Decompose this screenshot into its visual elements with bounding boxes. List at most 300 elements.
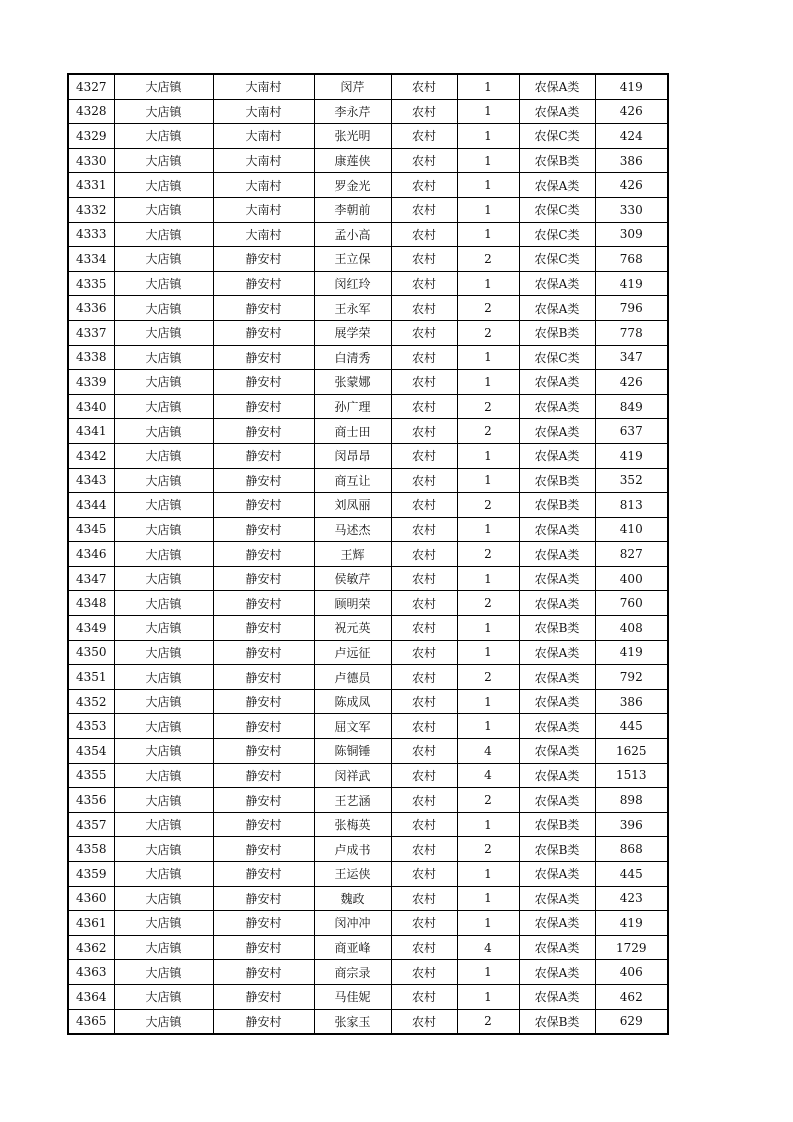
household-type-cell: 农村 xyxy=(391,222,457,247)
table-row xyxy=(68,640,668,665)
person-name-cell: 商宗录 xyxy=(314,960,391,985)
row-number-cell: 4359 xyxy=(68,862,114,887)
village-cell: 静安村 xyxy=(213,640,314,665)
table-row xyxy=(68,222,668,247)
member-count-cell: 2 xyxy=(457,542,519,567)
household-type-cell: 农村 xyxy=(391,173,457,198)
table-row xyxy=(68,911,668,936)
row-number-cell: 4347 xyxy=(68,566,114,591)
insurance-category-cell: 农保A类 xyxy=(519,419,595,444)
town-cell: 大店镇 xyxy=(114,517,213,542)
table-row xyxy=(68,124,668,149)
member-count-cell: 2 xyxy=(457,394,519,419)
insurance-category-cell: 农保A类 xyxy=(519,640,595,665)
member-count-cell: 1 xyxy=(457,862,519,887)
village-cell: 静安村 xyxy=(213,862,314,887)
town-cell: 大店镇 xyxy=(114,640,213,665)
person-name-cell: 王永军 xyxy=(314,296,391,321)
row-number-cell: 4327 xyxy=(68,74,114,99)
village-cell: 静安村 xyxy=(213,443,314,468)
row-number-cell: 4356 xyxy=(68,788,114,813)
person-name-cell: 马述杰 xyxy=(314,517,391,542)
insurance-category-cell: 农保B类 xyxy=(519,148,595,173)
town-cell: 大店镇 xyxy=(114,665,213,690)
amount-cell: 637 xyxy=(595,419,668,444)
row-number-cell: 4343 xyxy=(68,468,114,493)
town-cell: 大店镇 xyxy=(114,689,213,714)
row-number-cell: 4350 xyxy=(68,640,114,665)
table-row xyxy=(68,837,668,862)
village-cell: 静安村 xyxy=(213,1009,314,1034)
table-row xyxy=(68,542,668,567)
town-cell: 大店镇 xyxy=(114,394,213,419)
insurance-category-cell: 农保C类 xyxy=(519,222,595,247)
row-number-cell: 4336 xyxy=(68,296,114,321)
amount-cell: 445 xyxy=(595,714,668,739)
person-name-cell: 李朝前 xyxy=(314,197,391,222)
member-count-cell: 1 xyxy=(457,148,519,173)
household-type-cell: 农村 xyxy=(391,296,457,321)
row-number-cell: 4334 xyxy=(68,247,114,272)
village-cell: 静安村 xyxy=(213,517,314,542)
row-number-cell: 4354 xyxy=(68,739,114,764)
household-type-cell: 农村 xyxy=(391,886,457,911)
table-row xyxy=(68,296,668,321)
town-cell: 大店镇 xyxy=(114,911,213,936)
member-count-cell: 1 xyxy=(457,812,519,837)
town-cell: 大店镇 xyxy=(114,1009,213,1034)
household-type-cell: 农村 xyxy=(391,739,457,764)
insurance-category-cell: 农保A类 xyxy=(519,370,595,395)
member-count-cell: 4 xyxy=(457,763,519,788)
town-cell: 大店镇 xyxy=(114,271,213,296)
member-count-cell: 1 xyxy=(457,173,519,198)
person-name-cell: 李永芹 xyxy=(314,99,391,124)
town-cell: 大店镇 xyxy=(114,320,213,345)
row-number-cell: 4358 xyxy=(68,837,114,862)
insurance-category-cell: 农保B类 xyxy=(519,812,595,837)
row-number-cell: 4362 xyxy=(68,935,114,960)
person-name-cell: 卢远征 xyxy=(314,640,391,665)
table-row xyxy=(68,665,668,690)
village-cell: 大南村 xyxy=(213,222,314,247)
insurance-category-cell: 农保B类 xyxy=(519,493,595,518)
insurance-category-cell: 农保A类 xyxy=(519,714,595,739)
amount-cell: 410 xyxy=(595,517,668,542)
row-number-cell: 4357 xyxy=(68,812,114,837)
member-count-cell: 1 xyxy=(457,370,519,395)
member-count-cell: 1 xyxy=(457,616,519,641)
town-cell: 大店镇 xyxy=(114,739,213,764)
person-name-cell: 王运侠 xyxy=(314,862,391,887)
table-row xyxy=(68,566,668,591)
town-cell: 大店镇 xyxy=(114,935,213,960)
member-count-cell: 1 xyxy=(457,566,519,591)
table-row xyxy=(68,763,668,788)
person-name-cell: 闵祥武 xyxy=(314,763,391,788)
amount-cell: 760 xyxy=(595,591,668,616)
insurance-category-cell: 农保A类 xyxy=(519,591,595,616)
person-name-cell: 刘凤丽 xyxy=(314,493,391,518)
household-type-cell: 农村 xyxy=(391,271,457,296)
village-cell: 静安村 xyxy=(213,493,314,518)
village-cell: 静安村 xyxy=(213,320,314,345)
amount-cell: 1625 xyxy=(595,739,668,764)
amount-cell: 796 xyxy=(595,296,668,321)
row-number-cell: 4355 xyxy=(68,763,114,788)
insurance-category-cell: 农保A类 xyxy=(519,394,595,419)
insurance-category-cell: 农保C类 xyxy=(519,197,595,222)
member-count-cell: 4 xyxy=(457,739,519,764)
amount-cell: 868 xyxy=(595,837,668,862)
village-cell: 静安村 xyxy=(213,837,314,862)
amount-cell: 419 xyxy=(595,640,668,665)
table-row xyxy=(68,862,668,887)
member-count-cell: 1 xyxy=(457,271,519,296)
household-type-cell: 农村 xyxy=(391,370,457,395)
table-row xyxy=(68,148,668,173)
amount-cell: 396 xyxy=(595,812,668,837)
household-type-cell: 农村 xyxy=(391,419,457,444)
amount-cell: 792 xyxy=(595,665,668,690)
person-name-cell: 罗金光 xyxy=(314,173,391,198)
person-name-cell: 马佳妮 xyxy=(314,984,391,1009)
member-count-cell: 2 xyxy=(457,493,519,518)
table-row xyxy=(68,443,668,468)
member-count-cell: 1 xyxy=(457,99,519,124)
amount-cell: 629 xyxy=(595,1009,668,1034)
row-number-cell: 4348 xyxy=(68,591,114,616)
row-number-cell: 4333 xyxy=(68,222,114,247)
village-cell: 静安村 xyxy=(213,419,314,444)
member-count-cell: 4 xyxy=(457,935,519,960)
household-type-cell: 农村 xyxy=(391,812,457,837)
town-cell: 大店镇 xyxy=(114,197,213,222)
town-cell: 大店镇 xyxy=(114,763,213,788)
person-name-cell: 祝元英 xyxy=(314,616,391,641)
household-type-cell: 农村 xyxy=(391,247,457,272)
household-type-cell: 农村 xyxy=(391,493,457,518)
household-type-cell: 农村 xyxy=(391,763,457,788)
town-cell: 大店镇 xyxy=(114,124,213,149)
household-type-cell: 农村 xyxy=(391,320,457,345)
village-cell: 静安村 xyxy=(213,960,314,985)
table-row xyxy=(68,788,668,813)
table-row xyxy=(68,1009,668,1034)
town-cell: 大店镇 xyxy=(114,862,213,887)
household-type-cell: 农村 xyxy=(391,1009,457,1034)
member-count-cell: 1 xyxy=(457,74,519,99)
person-name-cell: 商士田 xyxy=(314,419,391,444)
amount-cell: 386 xyxy=(595,689,668,714)
insurance-category-cell: 农保A类 xyxy=(519,566,595,591)
row-number-cell: 4351 xyxy=(68,665,114,690)
insurance-category-cell: 农保A类 xyxy=(519,689,595,714)
member-count-cell: 1 xyxy=(457,911,519,936)
row-number-cell: 4337 xyxy=(68,320,114,345)
person-name-cell: 魏政 xyxy=(314,886,391,911)
town-cell: 大店镇 xyxy=(114,345,213,370)
row-number-cell: 4339 xyxy=(68,370,114,395)
table-row xyxy=(68,173,668,198)
table-row xyxy=(68,812,668,837)
table-row xyxy=(68,739,668,764)
amount-cell: 849 xyxy=(595,394,668,419)
insurance-category-cell: 农保B类 xyxy=(519,1009,595,1034)
insurance-category-cell: 农保A类 xyxy=(519,960,595,985)
household-type-cell: 农村 xyxy=(391,616,457,641)
member-count-cell: 2 xyxy=(457,296,519,321)
amount-cell: 898 xyxy=(595,788,668,813)
table-row xyxy=(68,419,668,444)
town-cell: 大店镇 xyxy=(114,222,213,247)
town-cell: 大店镇 xyxy=(114,247,213,272)
table-row xyxy=(68,493,668,518)
insurance-category-cell: 农保A类 xyxy=(519,935,595,960)
village-cell: 静安村 xyxy=(213,911,314,936)
table-row xyxy=(68,247,668,272)
insurance-category-cell: 农保A类 xyxy=(519,886,595,911)
insurance-category-cell: 农保A类 xyxy=(519,517,595,542)
person-name-cell: 卢成书 xyxy=(314,837,391,862)
person-name-cell: 陈铜锤 xyxy=(314,739,391,764)
table-body xyxy=(68,74,668,1034)
village-cell: 大南村 xyxy=(213,124,314,149)
household-type-cell: 农村 xyxy=(391,443,457,468)
insurance-category-cell: 农保A类 xyxy=(519,862,595,887)
row-number-cell: 4352 xyxy=(68,689,114,714)
insurance-category-cell: 农保A类 xyxy=(519,665,595,690)
village-cell: 静安村 xyxy=(213,935,314,960)
row-number-cell: 4329 xyxy=(68,124,114,149)
household-type-cell: 农村 xyxy=(391,640,457,665)
household-type-cell: 农村 xyxy=(391,862,457,887)
data-table xyxy=(67,73,669,1035)
town-cell: 大店镇 xyxy=(114,714,213,739)
person-name-cell: 卢德员 xyxy=(314,665,391,690)
insurance-category-cell: 农保A类 xyxy=(519,271,595,296)
table-row xyxy=(68,394,668,419)
row-number-cell: 4364 xyxy=(68,984,114,1009)
person-name-cell: 张蒙娜 xyxy=(314,370,391,395)
town-cell: 大店镇 xyxy=(114,443,213,468)
member-count-cell: 1 xyxy=(457,222,519,247)
member-count-cell: 1 xyxy=(457,984,519,1009)
town-cell: 大店镇 xyxy=(114,984,213,1009)
amount-cell: 445 xyxy=(595,862,668,887)
amount-cell: 352 xyxy=(595,468,668,493)
village-cell: 静安村 xyxy=(213,394,314,419)
row-number-cell: 4338 xyxy=(68,345,114,370)
amount-cell: 347 xyxy=(595,345,668,370)
village-cell: 静安村 xyxy=(213,370,314,395)
household-type-cell: 农村 xyxy=(391,394,457,419)
village-cell: 静安村 xyxy=(213,689,314,714)
member-count-cell: 2 xyxy=(457,419,519,444)
village-cell: 静安村 xyxy=(213,665,314,690)
village-cell: 静安村 xyxy=(213,468,314,493)
town-cell: 大店镇 xyxy=(114,419,213,444)
member-count-cell: 1 xyxy=(457,517,519,542)
person-name-cell: 孙广理 xyxy=(314,394,391,419)
insurance-category-cell: 农保B类 xyxy=(519,616,595,641)
village-cell: 大南村 xyxy=(213,173,314,198)
household-type-cell: 农村 xyxy=(391,935,457,960)
row-number-cell: 4361 xyxy=(68,911,114,936)
table-row xyxy=(68,616,668,641)
row-number-cell: 4363 xyxy=(68,960,114,985)
insurance-category-cell: 农保A类 xyxy=(519,74,595,99)
village-cell: 大南村 xyxy=(213,74,314,99)
town-cell: 大店镇 xyxy=(114,616,213,641)
table-row xyxy=(68,689,668,714)
town-cell: 大店镇 xyxy=(114,788,213,813)
person-name-cell: 张光明 xyxy=(314,124,391,149)
person-name-cell: 屈文军 xyxy=(314,714,391,739)
insurance-category-cell: 农保B类 xyxy=(519,468,595,493)
row-number-cell: 4344 xyxy=(68,493,114,518)
table-row xyxy=(68,714,668,739)
town-cell: 大店镇 xyxy=(114,148,213,173)
person-name-cell: 商互让 xyxy=(314,468,391,493)
town-cell: 大店镇 xyxy=(114,812,213,837)
village-cell: 大南村 xyxy=(213,197,314,222)
household-type-cell: 农村 xyxy=(391,99,457,124)
table-row xyxy=(68,197,668,222)
village-cell: 静安村 xyxy=(213,345,314,370)
amount-cell: 426 xyxy=(595,99,668,124)
amount-cell: 309 xyxy=(595,222,668,247)
table-row xyxy=(68,517,668,542)
town-cell: 大店镇 xyxy=(114,837,213,862)
member-count-cell: 1 xyxy=(457,886,519,911)
row-number-cell: 4331 xyxy=(68,173,114,198)
amount-cell: 1513 xyxy=(595,763,668,788)
table-row xyxy=(68,99,668,124)
insurance-category-cell: 农保A类 xyxy=(519,296,595,321)
row-number-cell: 4335 xyxy=(68,271,114,296)
village-cell: 静安村 xyxy=(213,739,314,764)
town-cell: 大店镇 xyxy=(114,173,213,198)
table-row xyxy=(68,74,668,99)
village-cell: 静安村 xyxy=(213,812,314,837)
town-cell: 大店镇 xyxy=(114,296,213,321)
town-cell: 大店镇 xyxy=(114,370,213,395)
person-name-cell: 张梅英 xyxy=(314,812,391,837)
row-number-cell: 4360 xyxy=(68,886,114,911)
amount-cell: 778 xyxy=(595,320,668,345)
amount-cell: 419 xyxy=(595,443,668,468)
person-name-cell: 王立保 xyxy=(314,247,391,272)
village-cell: 静安村 xyxy=(213,788,314,813)
member-count-cell: 2 xyxy=(457,837,519,862)
town-cell: 大店镇 xyxy=(114,493,213,518)
amount-cell: 419 xyxy=(595,271,668,296)
person-name-cell: 白清秀 xyxy=(314,345,391,370)
insurance-category-cell: 农保A类 xyxy=(519,542,595,567)
table-row xyxy=(68,271,668,296)
table-row xyxy=(68,591,668,616)
village-cell: 静安村 xyxy=(213,616,314,641)
village-cell: 静安村 xyxy=(213,247,314,272)
member-count-cell: 1 xyxy=(457,468,519,493)
person-name-cell: 王辉 xyxy=(314,542,391,567)
row-number-cell: 4346 xyxy=(68,542,114,567)
amount-cell: 768 xyxy=(595,247,668,272)
amount-cell: 426 xyxy=(595,370,668,395)
household-type-cell: 农村 xyxy=(391,345,457,370)
household-type-cell: 农村 xyxy=(391,689,457,714)
person-name-cell: 闵芹 xyxy=(314,74,391,99)
row-number-cell: 4365 xyxy=(68,1009,114,1034)
member-count-cell: 2 xyxy=(457,788,519,813)
insurance-category-cell: 农保A类 xyxy=(519,99,595,124)
member-count-cell: 1 xyxy=(457,345,519,370)
table-row xyxy=(68,886,668,911)
amount-cell: 419 xyxy=(595,74,668,99)
household-type-cell: 农村 xyxy=(391,714,457,739)
household-type-cell: 农村 xyxy=(391,591,457,616)
amount-cell: 400 xyxy=(595,566,668,591)
village-cell: 静安村 xyxy=(213,542,314,567)
village-cell: 静安村 xyxy=(213,984,314,1009)
village-cell: 静安村 xyxy=(213,566,314,591)
household-type-cell: 农村 xyxy=(391,468,457,493)
amount-cell: 423 xyxy=(595,886,668,911)
person-name-cell: 闵冲冲 xyxy=(314,911,391,936)
household-type-cell: 农村 xyxy=(391,74,457,99)
amount-cell: 813 xyxy=(595,493,668,518)
person-name-cell: 顾明荣 xyxy=(314,591,391,616)
town-cell: 大店镇 xyxy=(114,566,213,591)
amount-cell: 424 xyxy=(595,124,668,149)
village-cell: 大南村 xyxy=(213,148,314,173)
insurance-category-cell: 农保A类 xyxy=(519,788,595,813)
row-number-cell: 4330 xyxy=(68,148,114,173)
town-cell: 大店镇 xyxy=(114,99,213,124)
amount-cell: 419 xyxy=(595,911,668,936)
row-number-cell: 4328 xyxy=(68,99,114,124)
member-count-cell: 1 xyxy=(457,640,519,665)
insurance-category-cell: 农保A类 xyxy=(519,443,595,468)
person-name-cell: 陈成凤 xyxy=(314,689,391,714)
household-type-cell: 农村 xyxy=(391,148,457,173)
town-cell: 大店镇 xyxy=(114,468,213,493)
amount-cell: 827 xyxy=(595,542,668,567)
amount-cell: 406 xyxy=(595,960,668,985)
amount-cell: 330 xyxy=(595,197,668,222)
person-name-cell: 康莲侠 xyxy=(314,148,391,173)
town-cell: 大店镇 xyxy=(114,886,213,911)
insurance-category-cell: 农保C类 xyxy=(519,345,595,370)
village-cell: 静安村 xyxy=(213,591,314,616)
amount-cell: 408 xyxy=(595,616,668,641)
person-name-cell: 商亚峰 xyxy=(314,935,391,960)
village-cell: 静安村 xyxy=(213,763,314,788)
member-count-cell: 1 xyxy=(457,960,519,985)
member-count-cell: 1 xyxy=(457,689,519,714)
member-count-cell: 1 xyxy=(457,197,519,222)
household-type-cell: 农村 xyxy=(391,960,457,985)
member-count-cell: 1 xyxy=(457,443,519,468)
member-count-cell: 2 xyxy=(457,665,519,690)
member-count-cell: 2 xyxy=(457,591,519,616)
village-cell: 静安村 xyxy=(213,886,314,911)
insurance-category-cell: 农保A类 xyxy=(519,984,595,1009)
insurance-category-cell: 农保A类 xyxy=(519,911,595,936)
town-cell: 大店镇 xyxy=(114,960,213,985)
table-row xyxy=(68,370,668,395)
